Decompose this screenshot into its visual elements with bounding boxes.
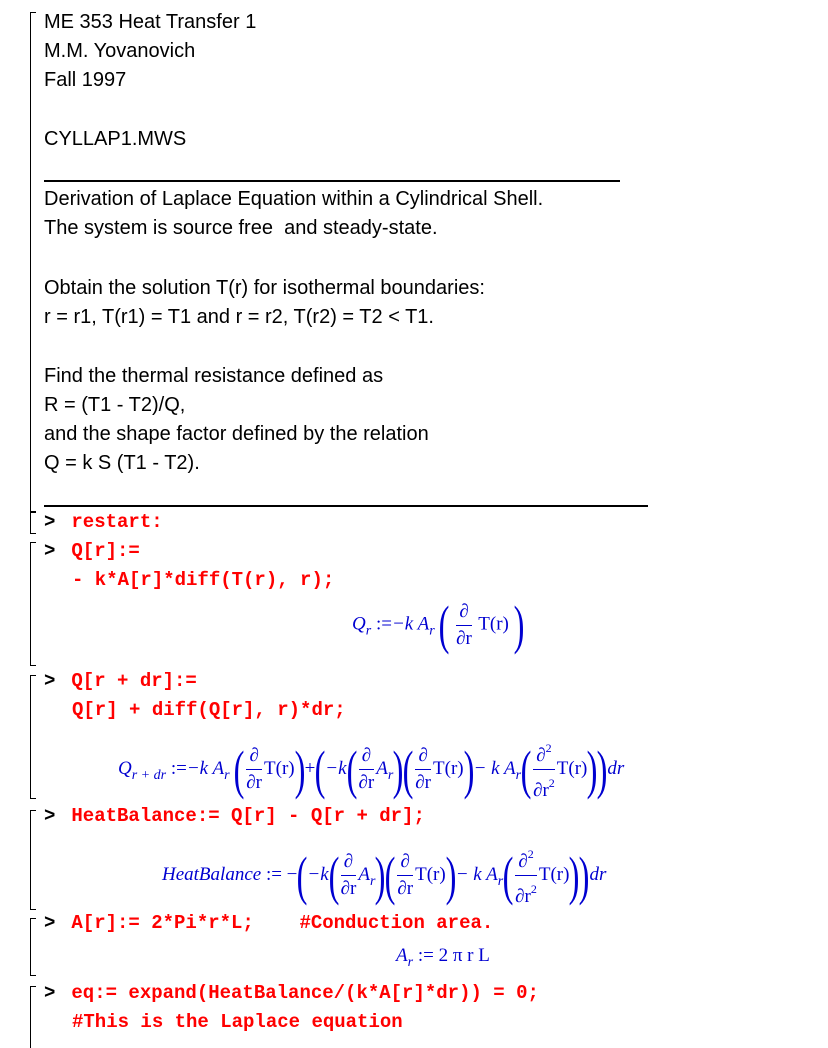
prompt-marker: >	[44, 540, 56, 562]
exec-group-area[interactable]	[44, 909, 493, 938]
math-subscript: r	[365, 623, 372, 639]
exec-group-area-bracket	[30, 918, 36, 976]
math-term: −k A	[391, 613, 430, 635]
resistance-line-4: Q = k S (T1 - T2).	[44, 452, 200, 474]
description-title-1: Derivation of Laplace Equation within a Cylindrical Shell.	[44, 188, 544, 210]
prompt-marker: >	[44, 670, 56, 692]
header-line-2: M.M. Yovanovich	[44, 40, 196, 62]
math-subscript: r	[429, 623, 435, 639]
resistance-line-1: Find the thermal resistance defined as	[44, 365, 384, 387]
exec-group-eq-bracket	[30, 986, 36, 1048]
command-line[interactable]: Q[r] + diff(Q[r], r)*dr;	[72, 699, 346, 721]
divider-bottom	[44, 505, 648, 507]
divider-top	[44, 180, 620, 182]
exec-group-restart[interactable]	[44, 508, 163, 537]
command-line[interactable]: Q[r + dr]:=	[71, 670, 197, 692]
exec-group-restart-bracket	[30, 512, 36, 534]
header-line-3: Fall 1997	[44, 69, 127, 91]
math-function: T(r)	[478, 613, 509, 635]
output-qrdr: $Q_{r + dr}$ :=−k $A_r$ ( $\frac{\partial}{\partial r}$ T(r))+(−k( $\frac{\partial}{\partial r}$ $A_r$)( $\frac{\partial}{\partial r}$ T(r))− k $A_r$( $\frac{\partial^2}{\partial r^2}$ T(r)))dr	[118, 735, 624, 804]
exec-group-qrdr-bracket	[30, 675, 36, 799]
command-line[interactable]: Q[r]:=	[71, 540, 140, 562]
solution-line-1: Obtain the solution T(r) for isothermal boundaries:	[44, 277, 485, 299]
math-symbol: Q	[352, 613, 366, 635]
right-paren: )	[513, 595, 525, 655]
command-line[interactable]: eq:= expand(HeatBalance/(k*A[r]*dr)) = 0;	[71, 982, 539, 1004]
output-heatbalance: HeatBalance := −(−k( $\frac{\partial}{\partial r}$ $A_r$)( $\frac{\partial}{\partial r}$ T(r))− k $A_r$( $\frac{\partial^2}{\partial r^2}$ T(r)))dr	[162, 841, 606, 910]
prompt-marker: >	[44, 805, 56, 827]
prompt-marker: >	[44, 912, 56, 934]
exec-group-qr-bracket	[30, 542, 36, 666]
file-name: CYLLAP1.MWS	[44, 128, 187, 150]
output-area: $A_r$ := 2 π r L	[396, 945, 490, 970]
exec-group-qrdr[interactable]	[44, 667, 197, 696]
exec-group-qr[interactable]	[44, 537, 140, 566]
left-paren: (	[439, 595, 450, 655]
prompt-marker: >	[44, 511, 56, 533]
solution-line-2: r = r1, T(r1) = T1 and r = r2, T(r2) = T2 < T1.	[44, 306, 434, 328]
command-line[interactable]: restart:	[71, 511, 163, 533]
description-title-2: The system is source free and steady-state.	[44, 217, 438, 239]
exec-group-heatbalance-bracket	[30, 810, 36, 910]
partial-derivative: $\frac{\partial}{\partial r}$	[456, 600, 472, 649]
output-qr	[352, 595, 525, 655]
header-line-1: ME 353 Heat Transfer 1	[44, 11, 257, 33]
comment-line[interactable]: #This is the Laplace equation	[72, 1011, 403, 1033]
command-line[interactable]: A[r]:= 2*Pi*r*L; #Conduction area.	[71, 912, 494, 934]
command-line[interactable]: HeatBalance:= Q[r] - Q[r + dr];	[71, 805, 425, 827]
resistance-line-3: and the shape factor defined by the relation	[44, 423, 429, 445]
assign-operator: :=	[375, 613, 392, 635]
exec-group-heatbalance[interactable]	[44, 802, 425, 831]
command-line[interactable]: - k*A[r]*diff(T(r), r);	[72, 569, 335, 591]
exec-group-eq[interactable]	[44, 979, 539, 1008]
text-region-bracket	[30, 12, 36, 512]
resistance-line-2: R = (T1 - T2)/Q,	[44, 394, 186, 416]
prompt-marker: >	[44, 982, 56, 1004]
